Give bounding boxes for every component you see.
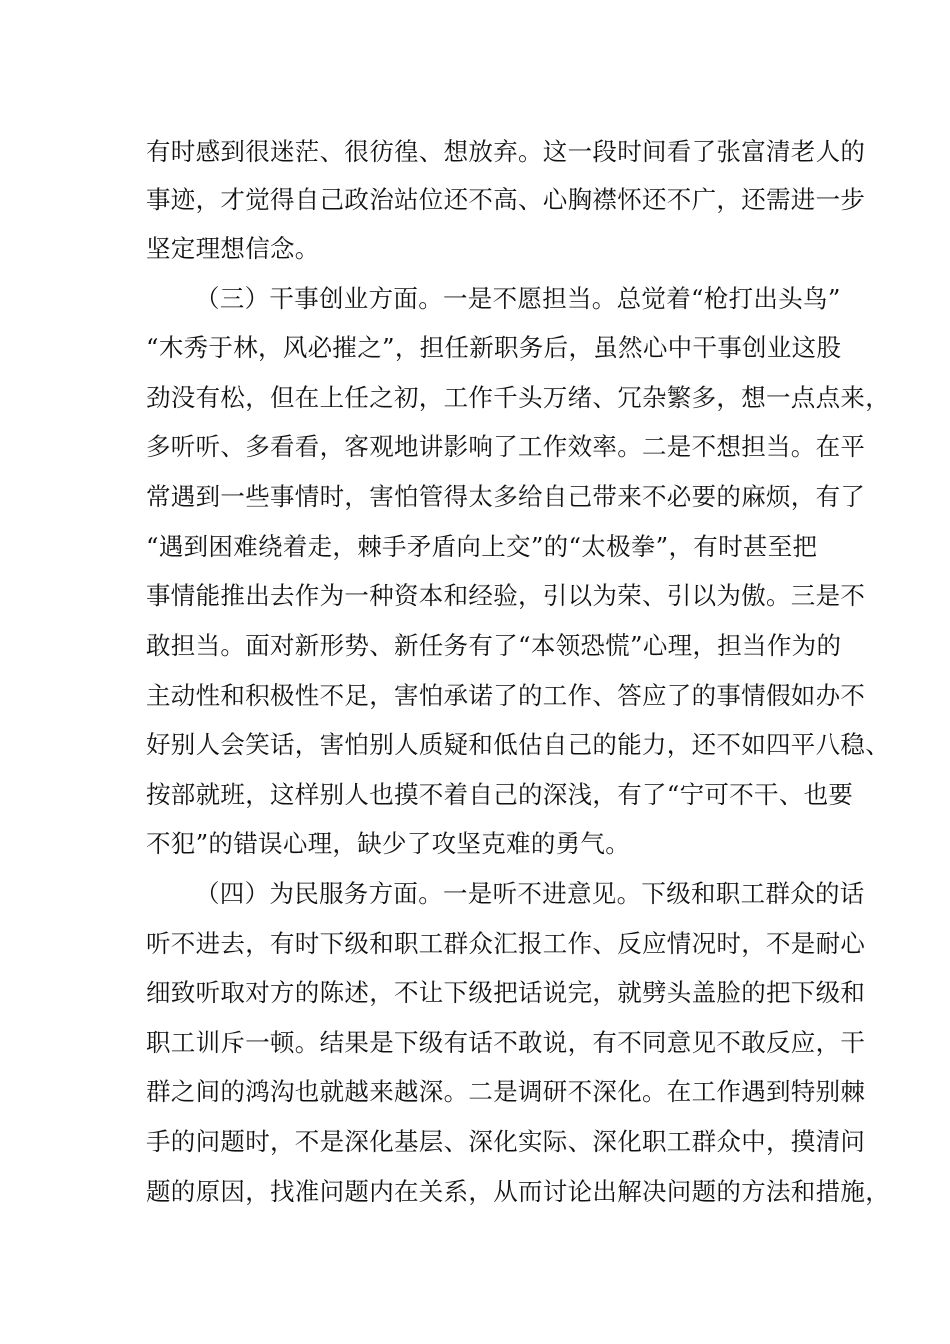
text-line: 常遇到一些事情时，害怕管得太多给自己带来不必要的麻烦，有了	[146, 482, 866, 511]
text-line: 题的原因，找准问题内在关系，从而讨论出解决问题的方法和措施，	[146, 1177, 890, 1206]
text-line: 主动性和积极性不足，害怕承诺了的工作、答应了的事情假如办不	[146, 681, 866, 710]
text-line: 敢担当。面对新形势、新任务有了“本领恐慌”心理，担当作为的	[146, 631, 842, 660]
text-line: 坚定理想信念。	[146, 234, 320, 263]
text-line: 按部就班，这样别人也摸不着自己的深浅，有了“宁可不干、也要	[146, 780, 854, 809]
text-line: 群之间的鸿沟也就越来越深。二是调研不深化。在工作遇到特别棘	[146, 1077, 866, 1106]
text-line: 职工训斥一顿。结果是下级有话不敢说，有不同意见不敢反应，干	[146, 1028, 866, 1057]
text-line: “遇到困难绕着走，棘手矛盾向上交”的“太极拳”，有时甚至把	[146, 532, 818, 561]
text-line: 手的问题时，不是深化基层、深化实际、深化职工群众中，摸清问	[146, 1127, 866, 1156]
text-line: 多听听、多看看，客观地讲影响了工作效率。二是不想担当。在平	[146, 432, 866, 461]
text-line: 听不进去，有时下级和职工群众汇报工作、反应情况时，不是耐心	[146, 929, 866, 958]
text-line: 不犯”的错误心理，缺少了攻坚克难的勇气。	[146, 829, 631, 858]
text-line: （三）干事创业方面。一是不愿担当。总觉着“枪打出头鸟”	[195, 284, 841, 313]
text-line: 劲没有松，但在上任之初，工作千头万绪、冗杂繁多，想一点点来，	[146, 383, 890, 412]
text-line: 事情能推出去作为一种资本和经验，引以为荣、引以为傲。三是不	[146, 581, 866, 610]
text-line: 细致听取对方的陈述，不让下级把话说完，就劈头盖脸的把下级和	[146, 978, 866, 1007]
text-line: （四）为民服务方面。一是听不进意见。下级和职工群众的话	[195, 879, 865, 908]
text-line: 好别人会笑话，害怕别人质疑和低估自己的能力，还不如四平八稳、	[146, 730, 890, 759]
text-line: 事迹，才觉得自己政治站位还不高、心胸襟怀还不广，还需进一步	[146, 185, 866, 214]
text-line: “木秀于林，风必摧之”，担任新职务后，虽然心中干事创业这股	[146, 333, 842, 362]
text-line: 有时感到很迷茫、很彷徨、想放弃。这一段时间看了张富清老人的	[146, 137, 866, 166]
